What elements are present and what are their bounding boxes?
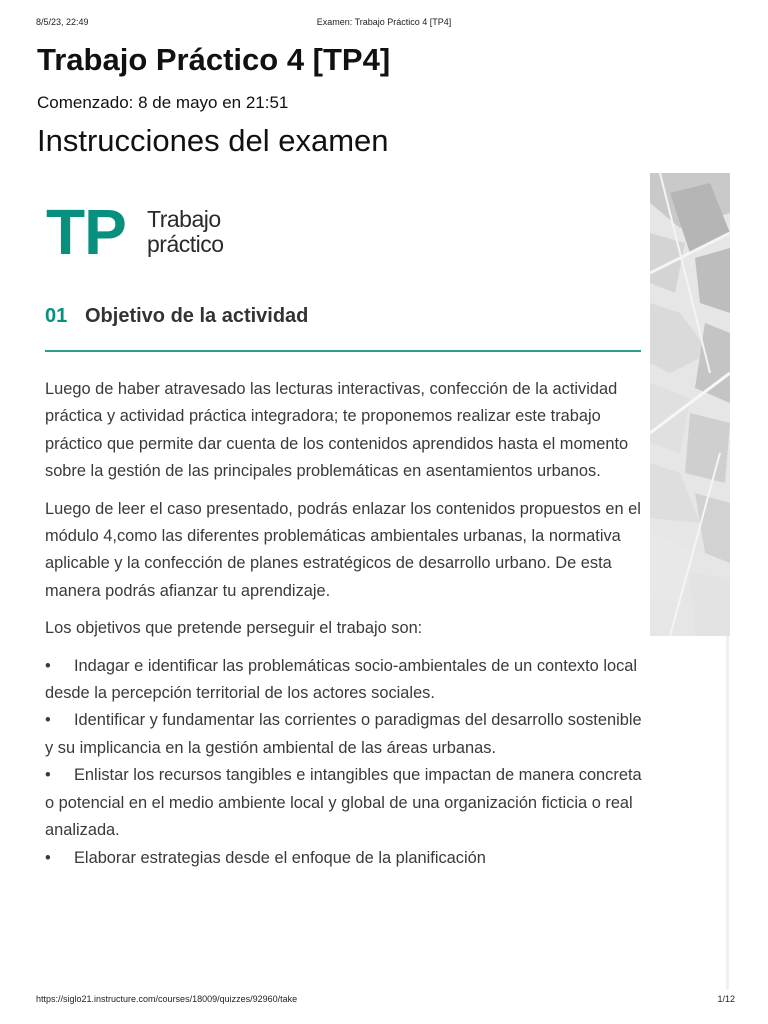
decorative-side-rule [726,636,729,990]
bullet-icon: • [45,848,51,867]
print-header [0,17,768,31]
section-number: 01 [45,305,68,327]
tp-logo-mark: TP [46,196,126,268]
tp-logo [46,196,306,268]
list-item-text: Enlistar los recursos tangibles e intangibles que impactan de manera concreta o potencial en el medio ambiente local y global de una organización ficticia o real analizada. [45,766,642,840]
print-document-title: Examen: Trabajo Práctico 4 [TP4] [316,17,452,27]
tp-logo-word-line2: práctico [147,231,224,257]
objectives-list [45,653,645,872]
decorative-pattern-icon [650,173,730,636]
paragraph-intro: Luego de haber atravesado las lecturas interactivas, confección de la actividad práctica y actividad práctica integradora; te proponemos realizar este trabajo práctico que permite dar cuenta de los contenidos aprendidos hasta el momento sobre la gestión de las principales problemáticas en asentamientos urbanos. [45,380,629,481]
section-divider [45,350,641,352]
decorative-side-image [650,173,730,636]
print-page-number: 1/12 [717,994,735,1004]
section-title: Objetivo de la actividad [85,305,309,327]
section-heading [45,302,645,332]
print-footer [0,994,768,1008]
bullet-icon: • [45,656,51,675]
list-item-text: Identificar y fundamentar las corrientes o paradigmas del desarrollo sostenible y su implicancia en la gestión ambiental de las áreas urbanas. [45,711,642,757]
list-item [45,707,645,762]
instructions-content [45,376,645,872]
list-item-text: Indagar e identificar las problemáticas socio-ambientales de un contexto local desde la percepción territorial de los actores sociales. [45,656,638,703]
list-item [45,762,645,844]
tp-logo-word [147,207,224,257]
tp-logo-word-line1: Trabajo [147,206,221,232]
bullet-icon: • [45,711,51,730]
bullet-icon: • [45,766,51,785]
paragraph-case: Luego de leer el caso presentado, podrás enlazar los contenidos propuestos en el módulo 4,como las diferentes problemáticas ambientales urbanas, la normativa aplicable y la confección de planes estratégicos de desarrollo urbano. De esta manera podrás afianzar tu aprendizaje. [45,499,641,600]
page-title: Trabajo Práctico 4 [TP4] [37,42,391,77]
list-item-text: Elaborar estrategias desde el enfoque de la planificación [74,848,486,867]
print-url: https://siglo21.instructure.com/courses/18009/quizzes/92960/take [36,994,298,1004]
paragraph-objectives-lead: Los objetivos que pretende perseguir el trabajo son: [45,619,423,638]
list-item [45,653,645,708]
print-date: 8/5/23, 22:49 [36,17,89,27]
list-item [45,845,645,872]
started-timestamp: Comenzado: 8 de mayo en 21:51 [37,93,289,112]
exam-instructions-heading: Instrucciones del examen [37,123,389,158]
